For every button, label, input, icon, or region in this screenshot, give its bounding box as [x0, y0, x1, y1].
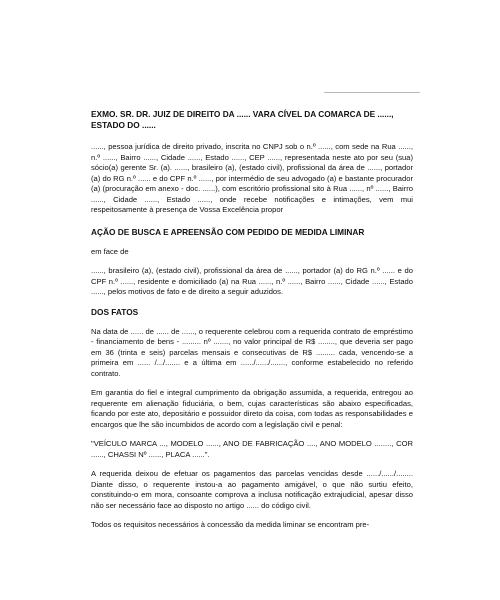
plaintiff-qualification-paragraph: ......, pessoa jurídica de direito privado, inscrita no CNPJ sob o n.º ......, com sede na Rua ......, n.º ......, Bairro ......, Cidade ......, Estado ......, CEP ......, representada neste ato por seu (sua) sócio(a) gerente Sr. (a). ......, brasileiro (a), (estado civil), profissional da área de ......, portador (a) do RG n.º ...... e do CPF n.º ......, por intermédio de seu advogado (a) e bastante procurador (a) (procuração em anexo - doc. ......), com escritório profissional sito à Rua ......, nº ......, Bairro ......, Cidade ......, Estado ......, onde recebe notificações e intimações, vem mui respeitosamente à presença de Vossa Excelência propor: [91, 142, 413, 214]
defendant-qualification-paragraph: ......, brasileiro (a), (estado civil), profissional da área de ......, portador (a) do RG n.º ...... e do CPF n.º ......, residente e domiciliado (a) na Rua ......, n.º ......, Bairro ......, Cidade ......, Estado ......, pelos motivos de fato e de direito a seguir aduzidos.: [91, 266, 413, 296]
facts-section-title: DOS FATOS: [91, 306, 139, 317]
action-title: AÇÃO DE BUSCA E APREENSÃO COM PEDIDO DE MEDIDA LIMINAR: [91, 226, 365, 237]
em-face-de-text: em face de: [91, 246, 129, 256]
header-rule: [324, 92, 420, 93]
facts-paragraph-default: A requerida deixou de efetuar os pagamentos das parcelas vencidas desde ....../....../........ Diante disso, o requerente instou-a ao pagamento amigável, o que não surtiu efeito, constituindo-o em mora, consoante comprova a inclusa notificação extrajudicial, apesar disso não ser necessário face ao disposto no artigo ...... do código civil.: [91, 469, 413, 510]
facts-paragraph-contract: Na data de ...... de ...... de ......, o requerente celebrou com a requerida contrato de empréstimo - financiamento de bens - ......... nº ......., no valor principal de R$ ........, que deveria ser pago em 36 (trinta e seis) parcelas mensais e consecutivas de R$ ......... cada, vencendo-se a primeira em ...... /.../....... e a última em ....../....../......., conforme estabelecido no referido contrato.: [91, 326, 413, 378]
facts-paragraph-guarantee: Em garantia do fiel e integral cumprimento da obrigação assumida, a requerida, entregou ao requerente em alienação fiduciária, o bem, cujas características são abaixo especificadas, ficando por este ato, depositário e possuidor direto da coisa, com todas as responsabilidades e encargos que lhe são incumbidos de acordo com a legislação civil e penal:: [91, 388, 413, 429]
vehicle-description: "VEÍCULO MARCA ..., MODELO ......, ANO DE FABRICAÇÃO ...., ANO MODELO ........, COR ......, CHASSI Nº ......, PLACA ......".: [91, 439, 413, 459]
court-address-heading: EXMO. SR. DR. JUIZ DE DIREITO DA ...... VARA CÍVEL DA COMARCA DE ......, ESTADO DO ......: [91, 109, 394, 130]
facts-paragraph-requirements: Todos os requisitos necessários à concessão da medida liminar se encontram pre-: [91, 520, 370, 529]
document-body: [91, 109, 413, 531]
